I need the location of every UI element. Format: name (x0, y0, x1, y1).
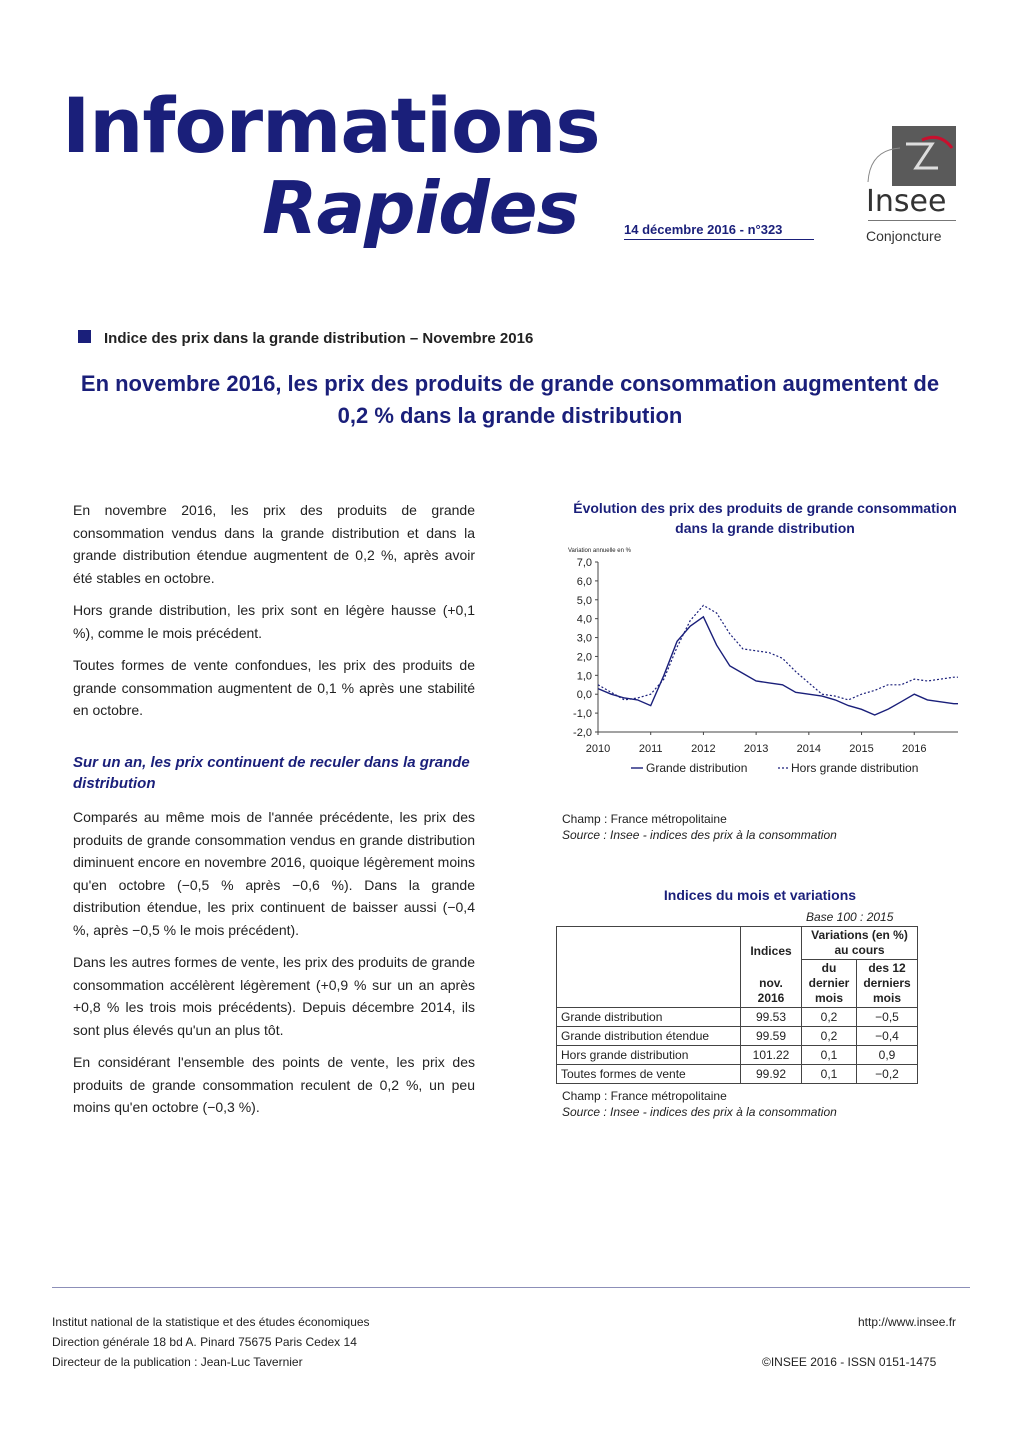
col-nov: nov. 2016 (741, 960, 802, 1008)
y-tick-label: -2,0 (573, 727, 592, 739)
legend-label: Hors grande distribution (791, 761, 919, 775)
price-evolution-chart (556, 540, 976, 790)
y-tick-label: -1,0 (573, 708, 592, 721)
y-tick-label: 4,0 (576, 613, 592, 626)
table-champ: Champ : France métropolitaine (562, 1089, 727, 1103)
table-title: Indices du mois et variations (663, 887, 857, 903)
row-index: 99.59 (741, 1027, 802, 1046)
footer-line: Institut national de la statistique et des études économiques (52, 1315, 370, 1329)
x-tick-label: 2012 (691, 743, 716, 755)
insee-logo (864, 124, 960, 254)
x-tick-label: 2010 (585, 743, 611, 755)
series-line-grande-distribution (598, 617, 958, 715)
y-tick-label: 5,0 (576, 594, 592, 607)
col-indices: Indices (741, 927, 802, 960)
y-tick-label: 3,0 (576, 632, 592, 645)
paragraph: En considérant l'ensemble des points de vente, les prix des produits de grande consommation reculent de 0,2 %, un peu moins qu'en octobre (−0,3 %). (73, 1054, 475, 1115)
square-bullet-icon (78, 330, 91, 343)
paragraph: Comparés au même mois de l'année précédente, les prix des produits de grande consommation vendus en grande distribution diminuent encore en novembre 2016, quoique légèrement moins qu'en octobre (−0,5 % après −0,6 %). Dans la grande distribution étendue, les prix continuent de baisser aussi (−0,4 %, après −0,5 % le mois précédent). (73, 809, 475, 938)
paragraph: En novembre 2016, les prix des produits de grande consommation vendus dans la grande distribution et dans la grande distribution étendue augmentent de 0,2 %, après avoir été stables en octobre. (73, 502, 475, 586)
row-month: 0,1 (802, 1065, 857, 1084)
paragraph: Toutes formes de vente confondues, les prix des produits de grande consommation augmentent de 0,1 % après une stabilité en octobre. (73, 657, 475, 718)
series-title: Indice des prix dans la grande distribution – Novembre 2016 (104, 330, 534, 347)
paragraph: Hors grande distribution, les prix sont en légère hausse (+0,1 %), comme le mois précédent. (73, 602, 475, 641)
headline: En novembre 2016, les prix des produits de grande consommation augmentent de 0,2 % dans la grande distribution (80, 371, 940, 428)
row-index: 101.22 (741, 1046, 802, 1065)
row-label: Hors grande distribution (557, 1046, 741, 1065)
footer-line: Directeur de la publication : Jean-Luc Tavernier (52, 1355, 303, 1369)
index-table (556, 926, 918, 1084)
issue-date: 14 décembre 2016 - n°323 (624, 222, 814, 240)
row-index: 99.92 (741, 1065, 802, 1084)
x-tick-label: 2014 (796, 743, 822, 755)
table-corner (557, 927, 741, 1008)
footer-issn: ©INSEE 2016 - ISSN 0151-1475 (762, 1355, 937, 1369)
footer-divider (52, 1287, 970, 1288)
row-month: 0,2 (802, 1008, 857, 1027)
footer-url[interactable]: http://www.insee.fr (858, 1315, 957, 1329)
chart-source: Source : Insee - indices des prix à la consommation (562, 828, 837, 842)
logo-tagline: Conjoncture (866, 228, 942, 244)
table-source: Source : Insee - indices des prix à la consommation (562, 1105, 837, 1119)
table-row (557, 1027, 918, 1046)
masthead-subtitle: Rapides (262, 166, 579, 250)
row-month: 0,2 (802, 1027, 857, 1046)
col-douze: des 12 derniers mois (857, 960, 918, 1008)
x-tick-label: 2013 (743, 743, 769, 755)
section-heading: Sur un an, les prix continuent de reculer dans la grande distribution (73, 754, 470, 792)
x-tick-label: 2016 (902, 743, 927, 755)
row-year: 0,9 (857, 1046, 918, 1065)
row-label: Grande distribution étendue (557, 1027, 741, 1046)
chart-champ: Champ : France métropolitaine (562, 812, 727, 826)
series-line-hors-grande-distribution (598, 605, 958, 700)
row-month: 0,1 (802, 1046, 857, 1065)
y-tick-label: 1,0 (576, 670, 592, 683)
row-year: −0,2 (857, 1065, 918, 1084)
table-base: Base 100 : 2015 (806, 910, 894, 924)
row-year: −0,4 (857, 1027, 918, 1046)
paragraph: Dans les autres formes de vente, les prix des produits de grande consommation accélèrent légèrement (+0,9 % sur un an après +0,8 % les trois mois précédents). Depuis décembre 2014, ils sont plus élevés qu'un an plus tôt. (73, 954, 475, 1038)
table-row (557, 1065, 918, 1084)
footer-address (52, 1312, 370, 1372)
y-tick-label: 6,0 (576, 575, 592, 588)
row-label: Grande distribution (557, 1008, 741, 1027)
row-label: Toutes formes de vente (557, 1065, 741, 1084)
chart-title: Évolution des prix des produits de grande consommation dans la grande distribution (573, 500, 957, 536)
table-row (557, 1046, 918, 1065)
y-tick-label: 2,0 (576, 651, 592, 664)
y-tick-label: 0,0 (576, 689, 592, 702)
logo-divider (868, 220, 956, 224)
logo-arc (864, 144, 904, 184)
y-tick-label: 7,0 (576, 557, 592, 569)
row-index: 99.53 (741, 1008, 802, 1027)
x-tick-label: 2011 (638, 743, 663, 755)
chart-notes (562, 811, 837, 843)
col-dernier: du dernier mois (802, 960, 857, 1008)
legend-label: Grande distribution (646, 761, 748, 775)
footer-line: Direction générale 18 bd A. Pinard 75675 Paris Cedex 14 (52, 1335, 357, 1349)
table-notes (562, 1088, 837, 1120)
x-tick-label: 2015 (849, 743, 874, 755)
col-variations: Variations (en %) au cours (802, 927, 918, 960)
intro-text (73, 499, 475, 732)
row-year: −0,5 (857, 1008, 918, 1027)
logo-name: Insee (866, 184, 947, 219)
table-row (557, 1008, 918, 1027)
section-text (73, 806, 475, 1129)
masthead-title: Informations (62, 81, 600, 170)
y-axis-label: Variation annuelle en % (568, 548, 631, 554)
